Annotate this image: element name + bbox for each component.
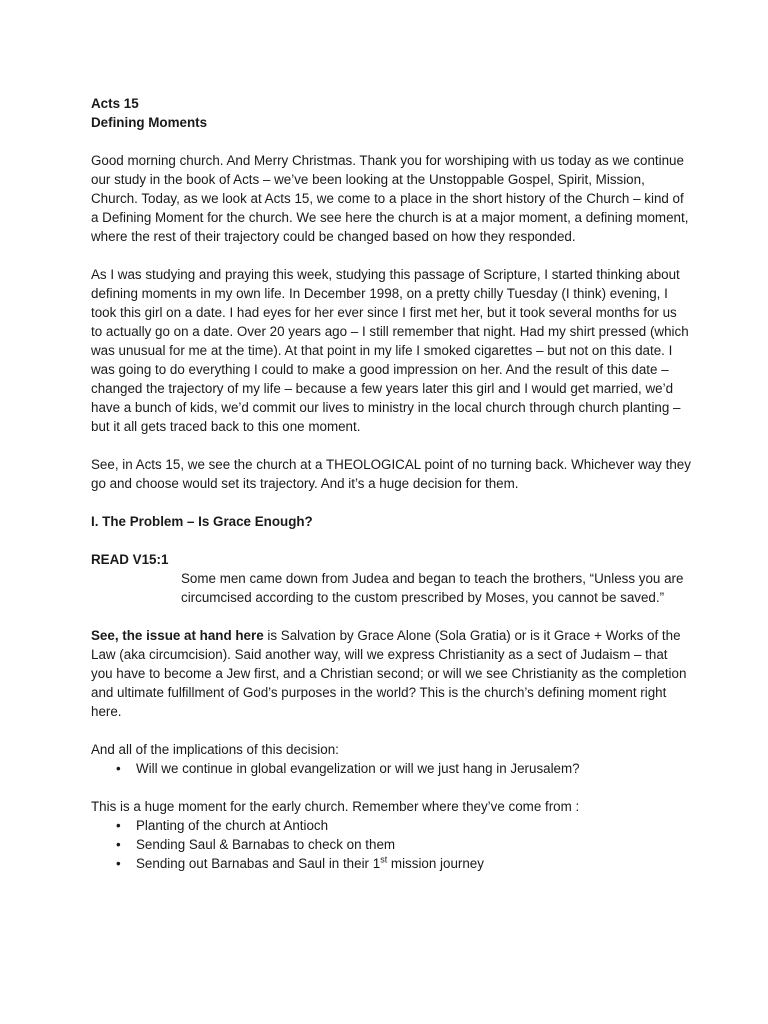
list-item: • Sending out Barnabas and Saul in their 1st mission journey bbox=[116, 854, 484, 871]
list-item: • Planting of the church at Antioch bbox=[116, 818, 329, 833]
paragraph-theological-point: See, in Acts 15, we see the church at a THEOLOGICAL point of no turning back. Whichever way they go and choose would set its trajectory. And it’s a huge decision for them. bbox=[91, 457, 691, 491]
document-body bbox=[91, 94, 691, 892]
bullet-icon: • bbox=[116, 837, 121, 852]
bullet-icon: • bbox=[116, 856, 121, 871]
title-block bbox=[91, 94, 691, 132]
paragraph-intro: Good morning church. And Merry Christmas. Thank you for worshiping with us today as we continue our study in the book of Acts – we’ve been looking at the Unstoppable Gospel, Spirit, Mission, Church. Today, as we look at Acts 15, we come to a place in the short history of the Church – kind of a Defining Moment for the church. We see here the church is at a major moment, a defining moment, where the rest of their trajectory could be changed based on how they responded. bbox=[91, 153, 689, 244]
issue-lead-bold: See, the issue at hand here bbox=[91, 628, 264, 643]
section-heading: I. The Problem – Is Grace Enough? bbox=[91, 514, 313, 529]
list-item: • Sending Saul & Barnabas to check on them bbox=[116, 837, 396, 852]
ordinal-suffix: st bbox=[380, 854, 388, 865]
bullet-icon: • bbox=[116, 761, 121, 776]
moments-list bbox=[91, 816, 691, 873]
paragraph-issue bbox=[91, 626, 691, 721]
paragraph-story: As I was studying and praying this week, studying this passage of Scripture, I started thinking about defining moments in my own life. In December 1998, on a pretty chilly Tuesday (I think) evening, I took this girl on a date. I had eyes for her ever since I first met her, but it took several months for us to actually go on a date. Over 20 years ago – I still remember that night. Had my shirt pressed (which was unusual for me at the time). At that point in my life I smoked cigarettes – but not on this date. I was going to do everything I could to make a good impression on her. And the result of this date – changed the trajectory of my life – because a few years later this girl and I would get married, we’d have a bunch of kids, we’d commit our lives to ministry in the local church through church planting – but it all gets traced back to this one moment. bbox=[91, 267, 689, 434]
document-subtitle: Defining Moments bbox=[91, 115, 208, 130]
read-label: READ V15:1 bbox=[91, 552, 169, 567]
implications-lead: And all of the implications of this decision: bbox=[91, 742, 339, 757]
scripture-quote: Some men came down from Judea and began to teach the brothers, “Unless you are circumcised according to the custom prescribed by Moses, you cannot be saved.” bbox=[181, 571, 684, 605]
document-title: Acts 15 bbox=[91, 96, 139, 111]
issue-rest: is Salvation by Grace Alone (Sola Gratia) or is it Grace + Works of the Law (aka circumcision). Said another way, will we express Christianity as a sect of Judaism – that you have to become a Jew first, and a Christian second; or will we see Christianity as the completion and ultimate fulfillment of God’s purposes in the world? This is the church’s defining moment right here. bbox=[91, 628, 687, 719]
moment-lead: This is a huge moment for the early church. Remember where they’ve come from : bbox=[91, 799, 580, 814]
implications-list bbox=[91, 759, 691, 778]
bullet-icon: • bbox=[116, 818, 121, 833]
list-item: • Will we continue in global evangelization or will we just hang in Jerusalem? bbox=[116, 761, 580, 776]
